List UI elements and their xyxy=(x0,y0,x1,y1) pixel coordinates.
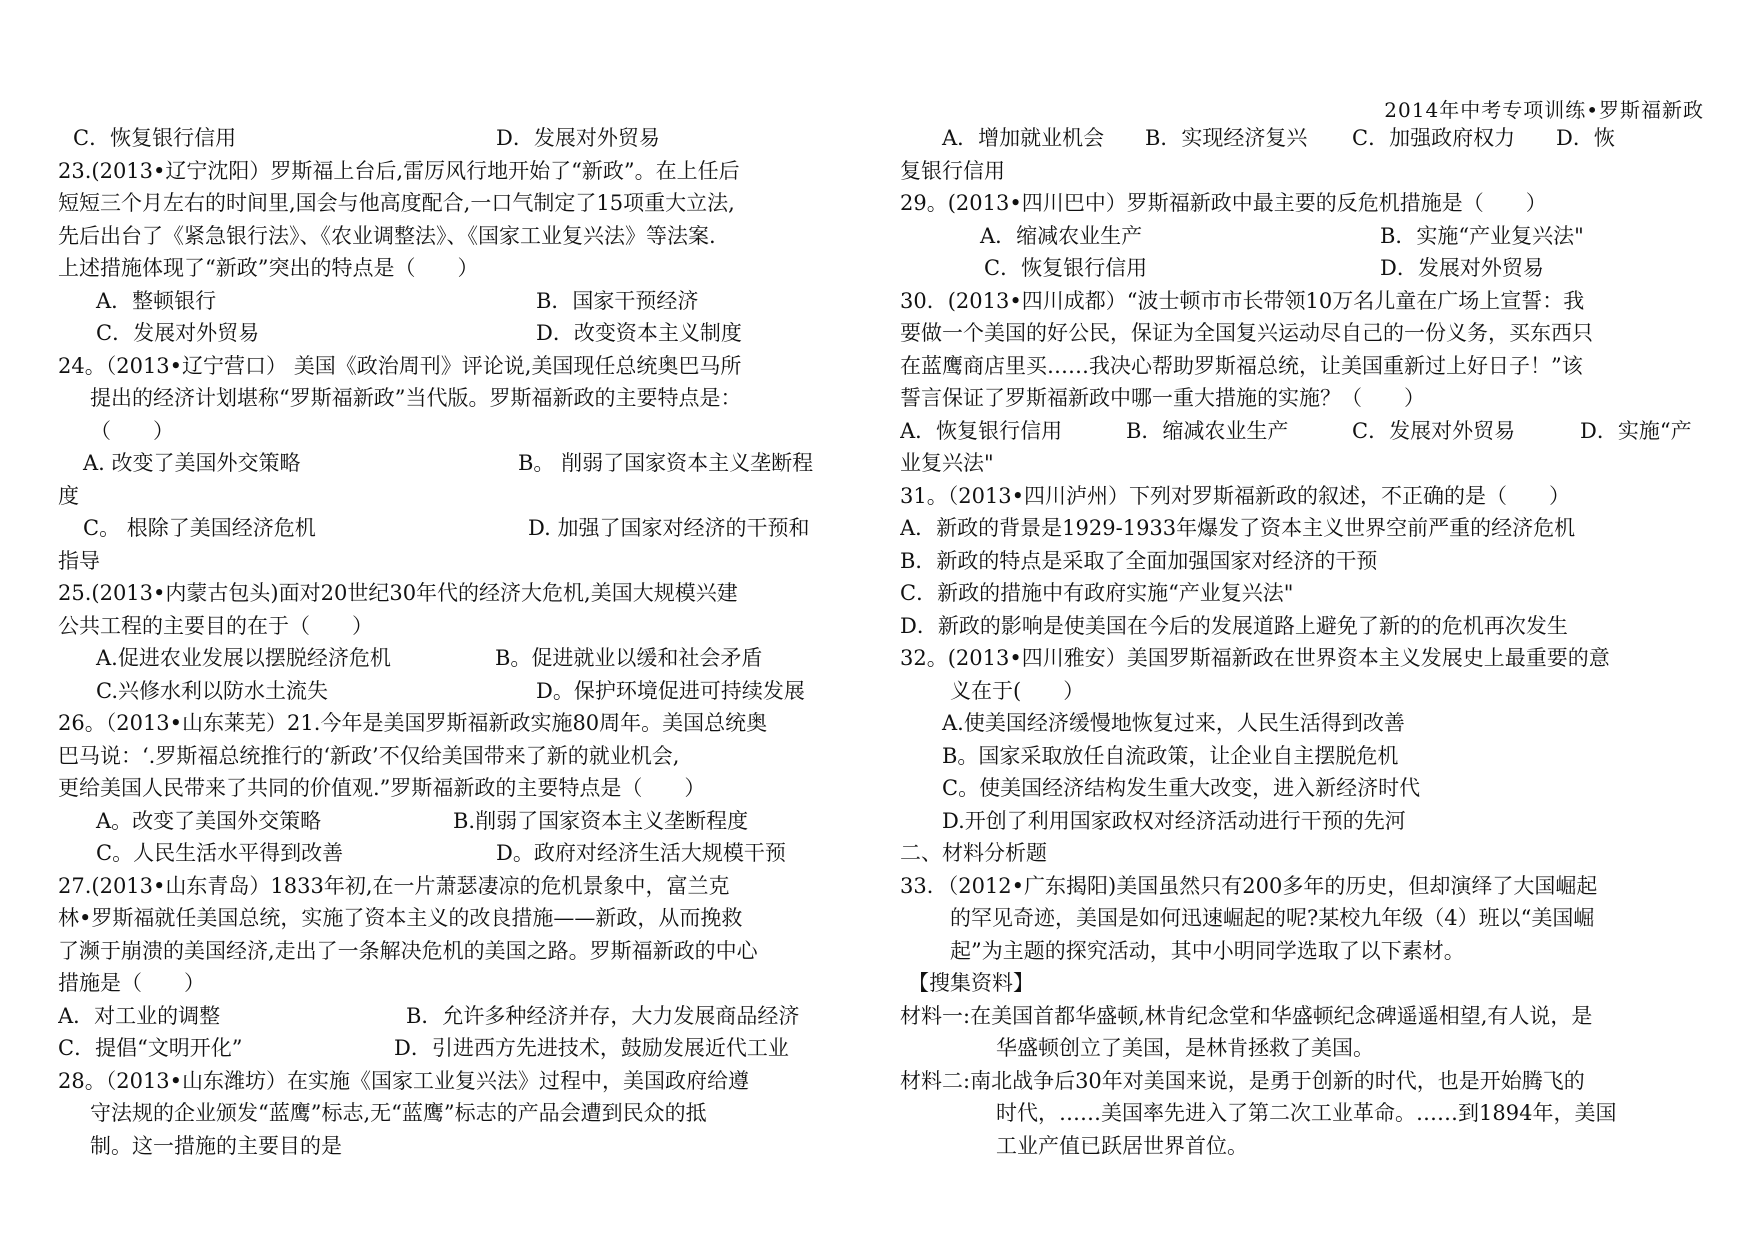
option-c: C．加强政府权力 xyxy=(1352,126,1516,150)
option-b: B.削弱了国家资本主义垄断程度 xyxy=(453,808,749,833)
text-line: 在蓝鹰商店里买……我决心帮助罗斯福总统，让美国重新过上好日子！”该 xyxy=(900,353,1583,378)
question-24: 24。（2013•辽宁营口） 美国《政治周刊》评论说,美国现任总统奥巴马所 xyxy=(58,353,742,378)
text-line: 的罕见奇迹，美国是如何迅速崛起的呢?某校九年级（4）班以“美国崛 xyxy=(950,906,1595,930)
option-c: C．提倡“文明开化” xyxy=(58,1036,243,1060)
option-a: A．缩减农业生产 xyxy=(980,223,1143,248)
question-33: 33．（2012•广东揭阳)美国虽然只有200多年的历史，但却演绎了大国崛起 xyxy=(900,873,1598,898)
option-b: B．实现经济复兴 xyxy=(1145,126,1308,150)
text-line xyxy=(58,1000,870,1033)
option-a: A.促进农业发展以摆脱经济危机 xyxy=(96,646,391,670)
question-25: 25.(2013•内蒙古包头)面对20世纪30年代的经济大危机,美国大规模兴建 xyxy=(58,581,738,605)
text-line xyxy=(58,1032,870,1065)
option-a: A．对工业的调整 xyxy=(58,1003,221,1028)
text-line: （ ） xyxy=(90,418,174,443)
statement-c: C。使美国经济结构发生重大改变，进入新经济时代 xyxy=(942,776,1421,800)
option-b: B．实施“产业复兴法" xyxy=(1380,223,1584,248)
text-line xyxy=(900,252,1718,285)
text-line: 复银行信用 xyxy=(900,158,1005,183)
text-line xyxy=(58,317,870,350)
option-d: D. 加强了国家对经济的干预和 xyxy=(528,516,810,540)
statement-b: B．新政的特点是采取了全面加强国家对经济的干预 xyxy=(900,548,1378,573)
option-c: C．发展对外贸易 xyxy=(1352,418,1516,443)
text-line: 指导 xyxy=(58,548,100,573)
material-two: 材料二:南北战争后30年对美国来说，是勇于创新的时代，也是开始腾飞的 xyxy=(900,1068,1585,1093)
statement-d: D.开创了利用国家政权对经济活动进行干预的先河 xyxy=(942,808,1406,833)
question-29: 29。(2013•四川巴中）罗斯福新政中最主要的反危机措施是（ ） xyxy=(900,191,1547,215)
option-a: A. 改变了美国外交策略 xyxy=(83,451,301,475)
text-line: 巴马说：‘.罗斯福总统推行的‘新政’不仅给美国带来了新的就业机会, xyxy=(58,743,680,768)
option-b: B．允许多种经济并存，大力发展商品经济 xyxy=(406,1003,800,1028)
text-line: 时代，……美国率先进入了第二次工业革命。……到1894年，美国 xyxy=(996,1101,1617,1125)
section-heading: 二、材料分析题 xyxy=(900,841,1047,865)
question-23: 23.(2013•辽宁沈阳）罗斯福上台后,雷厉风行地开始了“新政”。在上任后 xyxy=(58,158,740,183)
text-line: 制。这一措施的主要目的是 xyxy=(90,1133,342,1158)
question-30: 30．(2013•四川成都）“波士顿市市长带领10万名儿童在广场上宣誓：我 xyxy=(900,288,1585,313)
text-line: 上述措施体现了“新政”突出的特点是（ ） xyxy=(58,256,479,280)
text-line: 守法规的企业颁发“蓝鹰”标志,无“蓝鹰”标志的产品会遭到民众的抵 xyxy=(90,1101,707,1125)
option-b: B。促进就业以缓和社会矛盾 xyxy=(495,646,763,670)
option-d: D．恢 xyxy=(1556,126,1615,150)
question-28: 28。（2013•山东潍坊）在实施《国家工业复兴法》过程中，美国政府给遵 xyxy=(58,1068,750,1093)
option-d: D．实施“产 xyxy=(1580,418,1692,443)
text-line xyxy=(58,122,870,155)
text-line: 誓言保证了罗斯福新政中哪一重大措施的实施？（ ） xyxy=(900,386,1425,410)
option-c: C。 根除了美国经济危机 xyxy=(83,516,316,540)
material-one: 材料一:在美国首都华盛顿,林肯纪念堂和华盛顿纪念碑遥遥相望,有人说，是 xyxy=(900,1003,1593,1028)
right-column xyxy=(900,122,1718,1162)
question-26: 26。（2013•山东莱芜）21.今年是美国罗斯福新政实施80周年。美国总统奥 xyxy=(58,711,768,735)
text-line: 华盛顿创立了美国，是林肯拯救了美国。 xyxy=(996,1036,1374,1060)
option-b: B。 削弱了国家资本主义垄断程 xyxy=(518,451,814,475)
text-line xyxy=(58,675,870,708)
question-31: 31。（2013•四川泸州）下列对罗斯福新政的叙述，不正确的是（ ） xyxy=(900,483,1571,508)
subsection-heading: 【搜集资料】 xyxy=(908,971,1034,995)
text-line xyxy=(58,512,870,545)
question-32: 32。(2013•四川雅安）美国罗斯福新政在世界资本主义发展史上最重要的意 xyxy=(900,646,1610,670)
text-line: 提出的经济计划堪称“罗斯福新政”当代版。罗斯福新政的主要特点是： xyxy=(90,386,742,410)
page-header: 2014年中考专项训练•罗斯福新政 xyxy=(1384,98,1704,122)
statement-b: B。国家采取放任自流政策，让企业自主摆脱危机 xyxy=(942,743,1399,768)
option-a: A。改变了美国外交策略 xyxy=(96,808,322,833)
option-c: C．发展对外贸易 xyxy=(96,321,260,345)
statement-c: C．新政的措施中有政府实施“产业复兴法" xyxy=(900,581,1294,605)
text-line: 工业产值已跃居世界首位。 xyxy=(996,1133,1248,1158)
text-line: 义在于( ） xyxy=(950,678,1085,703)
option-d: D．引进西方先进技术，鼓励发展近代工业 xyxy=(394,1036,789,1060)
option-d: D．发展对外贸易 xyxy=(1380,256,1544,280)
text-line: 先后出台了《紧急银行法》、《农业调整法》、《国家工业复兴法》等法案. xyxy=(58,223,716,248)
option-c: C。人民生活水平得到改善 xyxy=(96,841,344,865)
text-line: 措施是（ ） xyxy=(58,971,205,995)
statement-a: A.使美国经济缓慢地恢复过来，人民生活得到改善 xyxy=(942,711,1405,735)
text-line: 公共工程的主要目的在于（ ） xyxy=(58,613,373,638)
option-b: B．缩减农业生产 xyxy=(1126,418,1289,443)
option-d: D．改变资本主义制度 xyxy=(536,321,742,345)
text-line xyxy=(900,122,1718,155)
text-line: 度 xyxy=(58,483,79,508)
left-column xyxy=(58,122,870,1162)
option-d: D．发展对外贸易 xyxy=(496,126,660,150)
text-line xyxy=(900,415,1718,448)
statement-d: D．新政的影响是使美国在今后的发展道路上避免了新的的危机再次发生 xyxy=(900,613,1568,638)
statement-a: A．新政的背景是1929-1933年爆发了资本主义世界空前严重的经济危机 xyxy=(900,516,1576,540)
option-d: D。保护环境促进可持续发展 xyxy=(536,678,805,703)
option-c: C．恢复银行信用 xyxy=(73,126,237,150)
text-line xyxy=(58,642,870,675)
text-line xyxy=(900,220,1718,253)
text-line: 更给美国人民带来了共同的价值观.”罗斯福新政的主要特点是（ ） xyxy=(58,776,706,800)
option-d: D。政府对经济生活大规模干预 xyxy=(496,841,786,865)
text-line: 林•罗斯福就任美国总统，实施了资本主义的改良措施——新政，从而挽救 xyxy=(58,906,743,930)
option-a: A．整顿银行 xyxy=(96,288,217,313)
text-line: 起”为主题的探究活动，其中小明同学选取了以下素材。 xyxy=(950,938,1465,963)
option-a: A．恢复银行信用 xyxy=(900,418,1063,443)
option-c: C.兴修水利以防水土流失 xyxy=(96,678,328,703)
text-line: 业复兴法" xyxy=(900,451,994,475)
text-line xyxy=(58,837,870,870)
option-c: C．恢复银行信用 xyxy=(984,256,1148,280)
option-a: A．增加就业机会 xyxy=(942,126,1105,150)
text-line xyxy=(58,447,870,480)
text-line xyxy=(58,285,870,318)
text-line: 短短三个月左右的时间里,国会与他高度配合,一口气制定了15项重大立法, xyxy=(58,191,735,215)
text-line: 要做一个美国的好公民，保证为全国复兴运动尽自己的一份义务，买东西只 xyxy=(900,321,1593,345)
question-27: 27.(2013•山东青岛）1833年初,在一片萧瑟凄凉的危机景象中，富兰克 xyxy=(58,873,730,898)
text-line: 了濒于崩溃的美国经济,走出了一条解决危机的美国之路。罗斯福新政的中心 xyxy=(58,938,758,963)
option-b: B．国家干预经济 xyxy=(536,288,699,313)
text-line xyxy=(58,805,870,838)
